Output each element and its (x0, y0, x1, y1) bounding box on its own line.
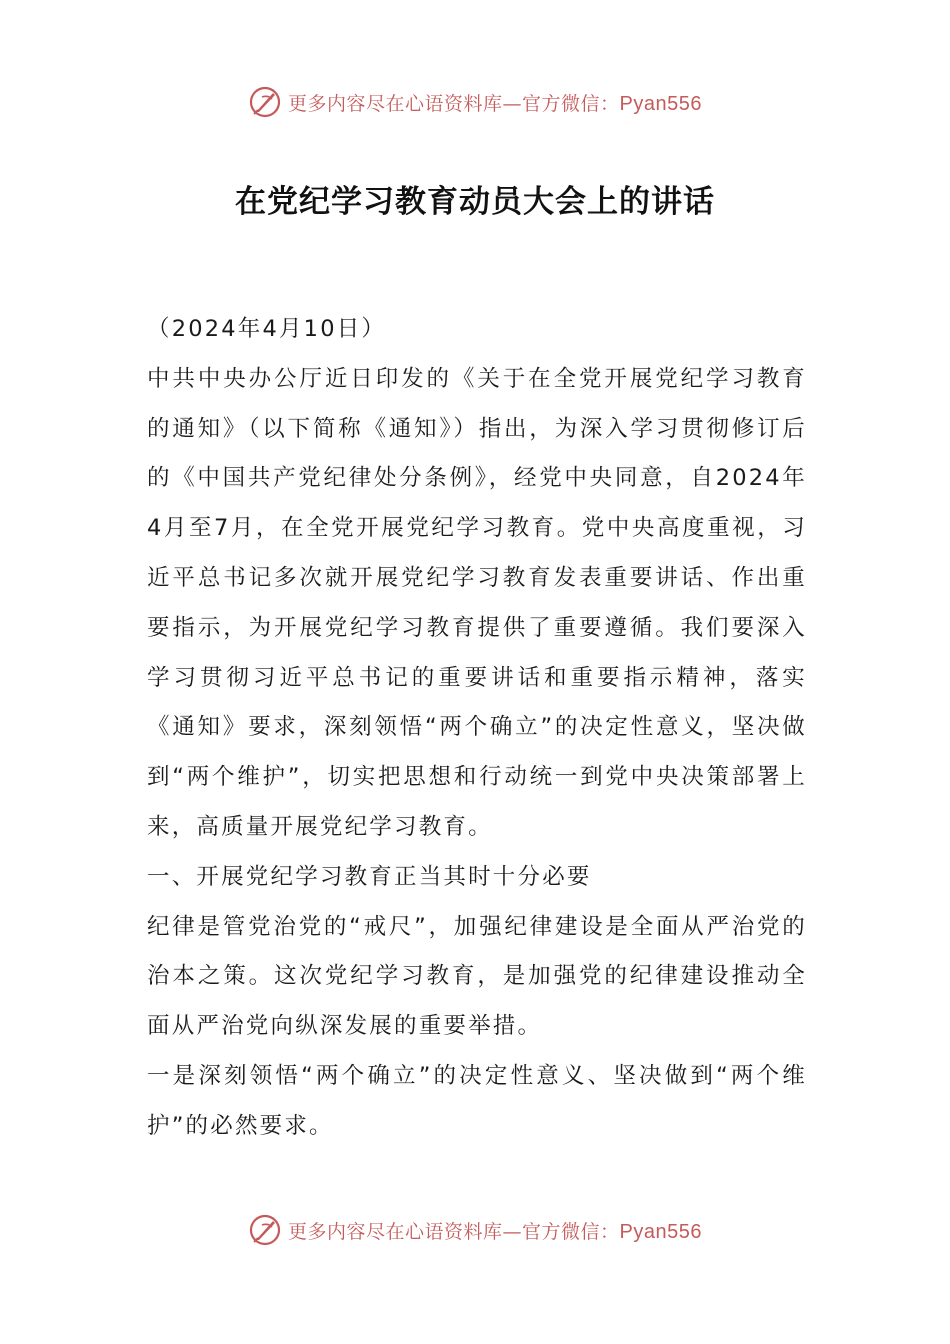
footer-watermark-banner (0, 1210, 950, 1250)
header-banner-slogan: 更多内容尽在心语资料库 (288, 92, 503, 115)
footer-banner-text (288, 1217, 702, 1244)
header-banner-wechat-id: Pyan556 (619, 92, 702, 115)
quill-logo-icon (248, 1213, 282, 1247)
footer-banner-separator: — (502, 1220, 523, 1243)
document-body (147, 305, 807, 1152)
footer-banner-slogan: 更多内容尽在心语资料库 (288, 1220, 503, 1243)
paragraph-point-one: 一是深刻领悟“两个确立”的决定性意义、坚决做到“两个维护”的必然要求。 (147, 1062, 807, 1139)
paragraph-discipline: 纪律是管党治党的“戒尺”，加强纪律建设是全面从严治党的治本之策。这次党纪学习教育，是加强党的纪律建设推动全面从严治党向纵深发展的重要举措。 (147, 913, 807, 1040)
quill-logo-icon (248, 85, 282, 119)
header-banner-wechat-label: 官方微信： (522, 92, 620, 115)
document-date: （2024年4月10日） (147, 316, 387, 342)
footer-banner-wechat-label: 官方微信： (522, 1220, 620, 1243)
header-banner-separator: — (502, 92, 523, 115)
footer-banner-wechat-id: Pyan556 (619, 1220, 702, 1243)
section-heading-1: 一、开展党纪学习教育正当其时十分必要 (147, 863, 592, 890)
header-banner-text (288, 89, 702, 116)
document-title: 在党纪学习教育动员大会上的讲话 (235, 184, 715, 220)
paragraph-intro: 中共中央办公厅近日印发的《关于在全党开展党纪学习教育的通知》（以下简称《通知》）指出，为深入学习贯彻修订后的《中国共产党纪律处分条例》，经党中央同意，自2024年4月至7月，在全党开展党纪学习教育。党中央高度重视，习近平总书记多次就开展党纪学习教育发表重要讲话、作出重要指示，为开展党纪学习教育提供了重要遵循。我们要深入学习贯彻习近平总书记的重要讲话和重要指示精神，落实《通知》要求，深刻领悟“两个确立”的决定性意义，坚决做到“两个维护”，切实把思想和行动统一到党中央决策部署上来，高质量开展党纪学习教育。 (147, 365, 807, 840)
header-watermark-banner (0, 82, 950, 122)
